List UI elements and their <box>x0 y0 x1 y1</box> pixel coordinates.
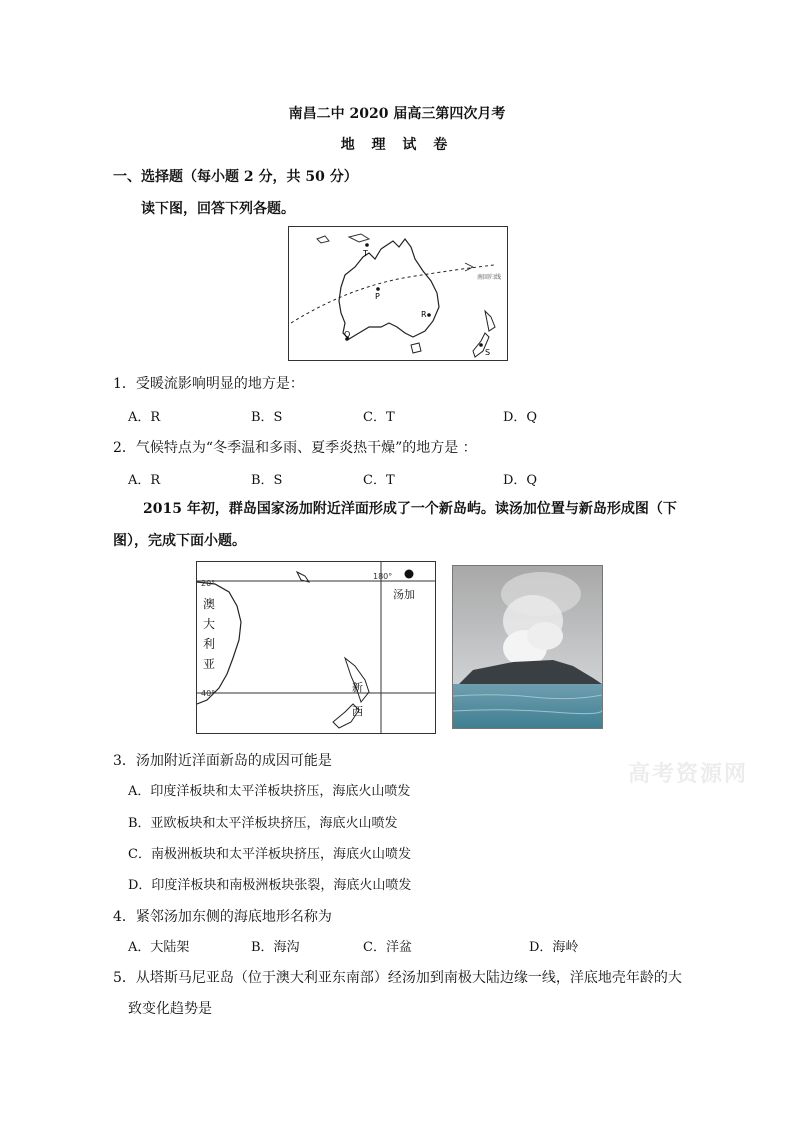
point-r <box>427 313 431 317</box>
nz-label <box>352 676 364 724</box>
q3-option-d[interactable]: D．印度洋板块和南极洲板块张裂，海底火山喷发 <box>128 878 412 893</box>
question-3: 3．汤加附近洋面新岛的成因可能是 <box>113 753 332 769</box>
question-1: 1．受暖流影响明显的地方是： <box>113 376 304 392</box>
tropic-label: 南回归线 <box>477 274 502 281</box>
lat-40-label: 40° <box>201 689 216 698</box>
au-char-2: 大 <box>203 617 216 631</box>
question-4: 4．紧邻汤加东侧的海底地形名称为 <box>113 909 332 925</box>
label-q: Q <box>344 330 351 339</box>
lon-180-label: 180° <box>373 572 393 581</box>
q2-option-b[interactable]: B．S <box>251 473 283 488</box>
tonga-label: 汤加 <box>393 588 415 601</box>
tonga-location-map <box>196 561 436 734</box>
section-heading: 一、选择题（每小题 2 分，共 50 分） <box>113 169 358 185</box>
q1-option-a[interactable]: A．R <box>128 410 161 425</box>
q1-option-b[interactable]: B．S <box>251 410 283 425</box>
intro-tonga-line1: 2015 年初，群岛国家汤加附近洋面形成了一个新岛屿。读汤加位置与新岛形成图（下 <box>143 501 677 517</box>
tasmania-outline <box>411 343 421 353</box>
q3-option-c[interactable]: C．南极洲板块和太平洋板块挤压，海底火山喷发 <box>128 847 411 862</box>
au-char-4: 亚 <box>203 657 216 671</box>
exam-subtitle: 地 理 试 卷 <box>340 137 454 153</box>
australia-label <box>203 594 217 674</box>
australia-outline <box>339 239 439 339</box>
islands-outline <box>317 236 329 243</box>
point-p <box>376 287 380 291</box>
q1-option-c[interactable]: C．T <box>363 410 395 425</box>
nz-north-island <box>485 311 495 331</box>
label-p: P <box>375 292 380 301</box>
q1-option-d[interactable]: D．Q <box>503 410 538 425</box>
nz-char-1: 新 <box>352 681 363 694</box>
au-char-3: 利 <box>203 637 216 651</box>
new-guinea-outline <box>349 234 369 242</box>
nz-char-2: 西 <box>352 705 363 718</box>
lat-20-label: 20° <box>201 579 216 588</box>
point-s <box>479 343 483 347</box>
question-5-line1: 5．从塔斯马尼亚岛（位于澳大利亚东南部）经汤加到南极大陆边缘一线，洋底地壳年龄的大 <box>113 970 682 986</box>
australia-map-drawing <box>289 227 507 360</box>
label-s: S <box>485 348 491 357</box>
q3-option-b[interactable]: B．亚欧板块和太平洋板块挤压，海底火山喷发 <box>128 816 398 831</box>
q2-option-c[interactable]: C．T <box>363 473 395 488</box>
volcano-photo <box>452 565 603 729</box>
q3-option-a[interactable]: A．印度洋板块和太平洋板块挤压，海底火山喷发 <box>128 784 411 799</box>
question-5-line2: 致变化趋势是 <box>128 1001 212 1017</box>
volcano-photo-drawing <box>453 566 602 728</box>
q4-option-a[interactable]: A．大陆架 <box>128 940 190 955</box>
au-char-1: 澳 <box>203 597 216 611</box>
q2-option-d[interactable]: D．Q <box>503 473 538 488</box>
intro-tonga-line2: 图），完成下面小题。 <box>113 533 246 549</box>
q4-option-c[interactable]: C．洋盆 <box>363 940 412 955</box>
intro-read-map: 读下图，回答下列各题。 <box>141 201 295 217</box>
q4-option-b[interactable]: B．海沟 <box>251 940 300 955</box>
exam-title: 南昌二中 2020 届高三第四次月考 <box>288 106 506 122</box>
label-t: T <box>363 249 368 258</box>
point-t <box>365 243 369 247</box>
label-r: R <box>421 310 427 319</box>
watermark: 高考资源网 <box>628 761 749 787</box>
q2-option-a[interactable]: A．R <box>128 473 161 488</box>
tropic-line <box>291 265 494 323</box>
tonga-dot <box>405 570 414 579</box>
australia-map <box>288 226 508 361</box>
arrow-icon <box>465 263 473 271</box>
question-2: 2．气候特点为“冬季温和多雨、夏季炎热干燥”的地方是 ： <box>113 440 477 456</box>
q4-option-d[interactable]: D．海岭 <box>529 940 579 955</box>
